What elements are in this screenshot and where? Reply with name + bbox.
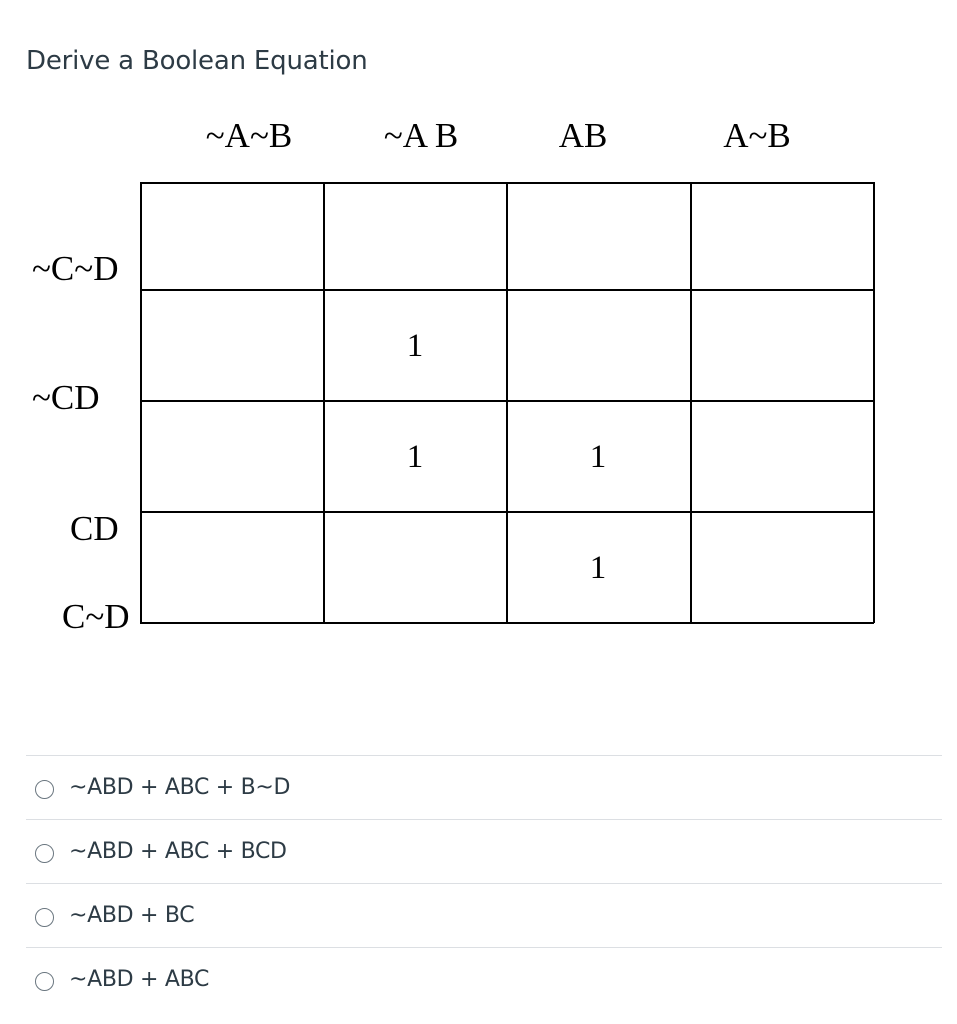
- kmap-grid-line: [140, 622, 874, 624]
- radio-button[interactable]: [35, 908, 54, 927]
- kmap-grid-line: [140, 289, 874, 291]
- kmap-row-header-not-c-not-d: ~C~D: [32, 249, 119, 288]
- kmap-grid-line: [323, 182, 325, 623]
- kmap-grid-line: [140, 511, 874, 513]
- kmap-col-header-a-not-b: A~B: [723, 116, 791, 155]
- kmap-cell-value: 1: [589, 439, 607, 475]
- answer-label: ~ABD + ABC + B~D: [69, 775, 291, 800]
- answer-label: ~ABD + BC: [69, 903, 195, 928]
- answer-list: [26, 755, 942, 1011]
- kmap-col-header-not-a-b: ~A B: [383, 116, 459, 155]
- kmap-row-header-c-d: CD: [70, 509, 119, 548]
- radio-button[interactable]: [35, 972, 54, 991]
- answer-option-2[interactable]: [26, 819, 942, 883]
- kmap-grid-line: [873, 182, 875, 623]
- kmap-cell-value: 1: [406, 328, 424, 364]
- kmap-col-header-a-b: AB: [558, 116, 608, 155]
- kmap-grid-line: [140, 182, 874, 184]
- kmap-cell-value: 1: [406, 439, 424, 475]
- kmap-grid-line: [140, 400, 874, 402]
- question-title: Derive a Boolean Equation: [26, 46, 368, 76]
- kmap-grid-line: [140, 182, 142, 623]
- answer-option-1[interactable]: [26, 755, 942, 819]
- kmap-row-header-not-c-d: ~CD: [32, 378, 100, 417]
- answer-option-3[interactable]: [26, 883, 942, 947]
- kmap-row-header-c-not-d: C~D: [62, 597, 130, 636]
- answer-label: ~ABD + ABC: [69, 967, 210, 992]
- answer-option-4[interactable]: [26, 947, 942, 1011]
- kmap-grid-line: [690, 182, 692, 623]
- kmap-grid-line: [506, 182, 508, 623]
- radio-button[interactable]: [35, 780, 54, 799]
- answer-label: ~ABD + ABC + BCD: [69, 839, 287, 864]
- kmap-cell-value: 1: [589, 550, 607, 586]
- kmap-col-header-not-a-not-b: ~A~B: [205, 116, 293, 155]
- radio-button[interactable]: [35, 844, 54, 863]
